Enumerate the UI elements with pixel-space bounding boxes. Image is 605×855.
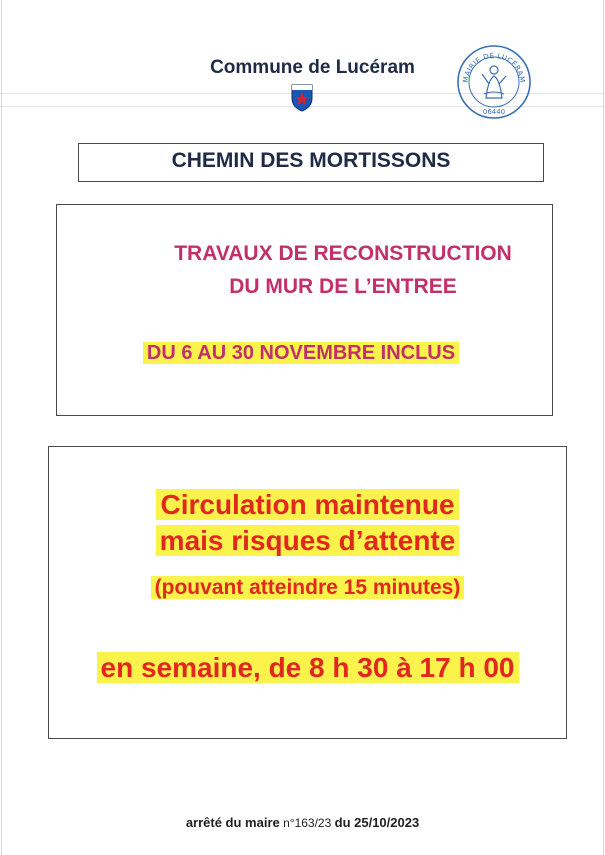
coat-of-arms-icon xyxy=(289,82,315,112)
works-dates-text: DU 6 AU 30 NOVEMBRE INCLUS xyxy=(143,342,459,364)
decree-number: n°163/23 xyxy=(283,816,332,830)
page-edge xyxy=(603,0,604,855)
commune-title: Commune de Lucéram xyxy=(210,57,415,78)
traffic-line-2: mais risques d’attente xyxy=(156,525,460,556)
works-dates xyxy=(56,338,546,368)
town-hall-seal-icon xyxy=(456,44,532,120)
works-line-1: TRAVAUX DE RECONSTRUCTION xyxy=(174,242,512,265)
traffic-note xyxy=(48,576,567,600)
decree-reference xyxy=(0,815,605,830)
works-line-2: DU MUR DE L’ENTREE xyxy=(229,275,457,298)
decree-date: du 25/10/2023 xyxy=(334,815,420,830)
traffic-hours xyxy=(48,648,567,688)
works-title xyxy=(56,237,605,303)
page-edge xyxy=(1,0,2,855)
traffic-hours-text: en semaine, de 8 h 30 à 17 h 00 xyxy=(97,652,519,683)
traffic-note-text: (pouvant atteindre 15 minutes) xyxy=(151,576,465,599)
street-name: CHEMIN DES MORTISSONS xyxy=(171,149,451,172)
works-frame xyxy=(56,204,553,416)
traffic-heading xyxy=(48,487,567,559)
seal-ring-text: MAIRIE DE LUCÉRAM xyxy=(460,50,528,84)
decree-prefix: arrêté du maire xyxy=(185,815,280,830)
svg-text:MAIRIE DE LUCÉRAM xyxy=(461,51,527,83)
traffic-line-1: Circulation maintenue xyxy=(156,489,458,520)
seal-postal-code: 06440 xyxy=(482,108,506,116)
